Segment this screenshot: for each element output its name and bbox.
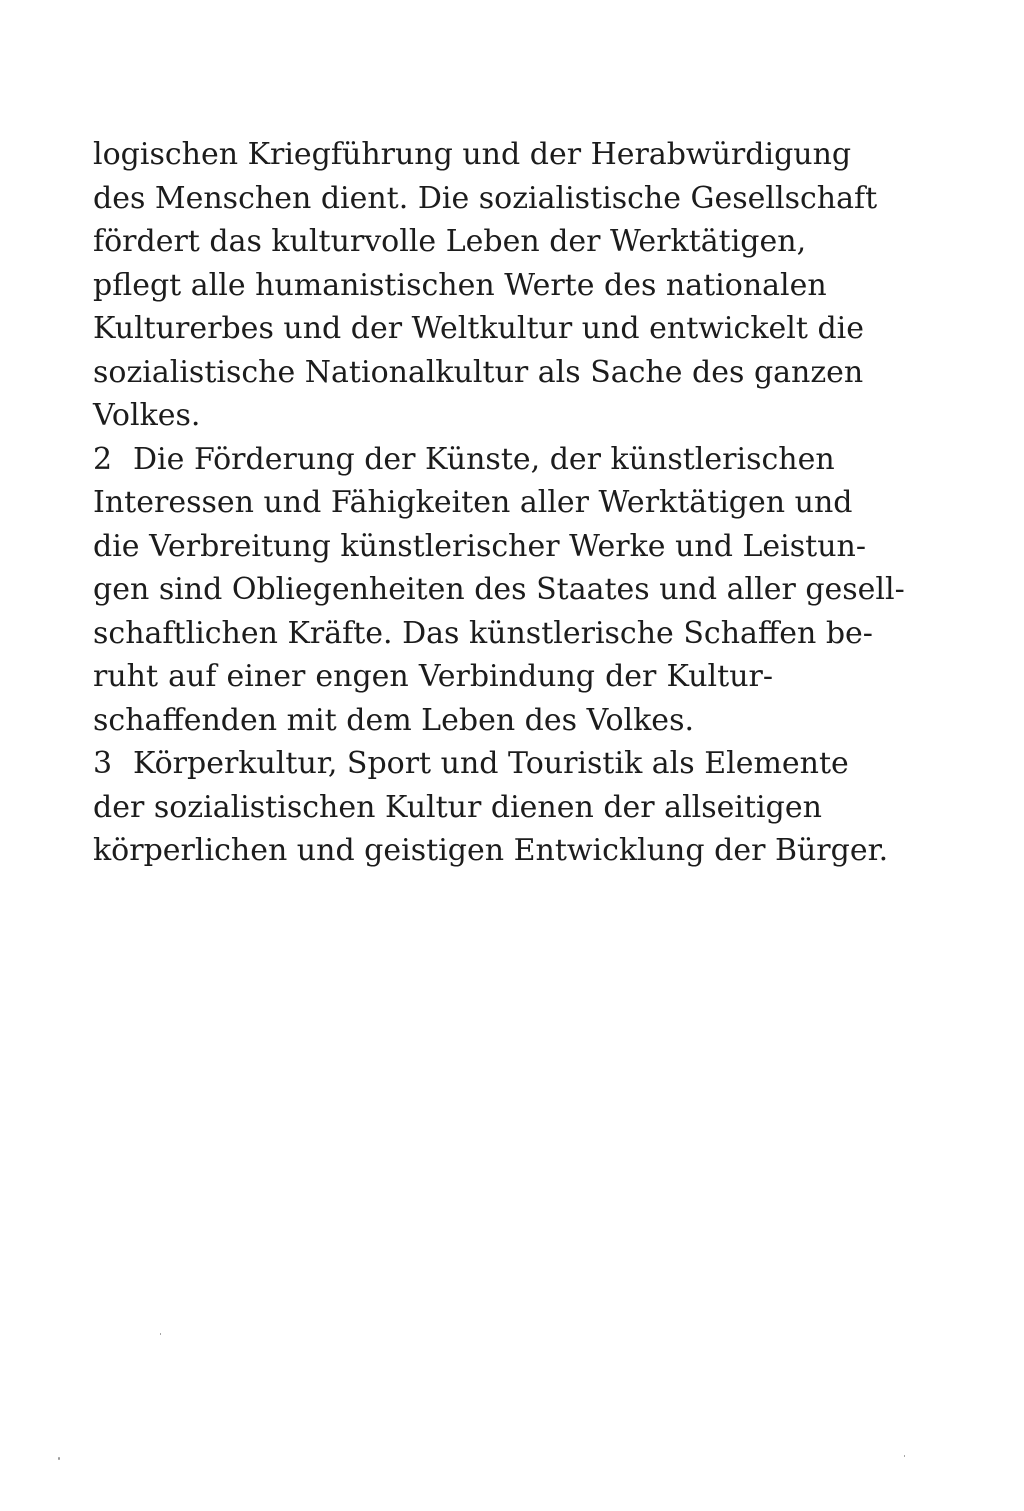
text-line: die Verbreitung künstlerischer Werke und Leistun-: [93, 528, 866, 564]
paragraph-number: 3: [93, 746, 113, 781]
text-line: schaftlichen Kräfte. Das künstlerische Schaffen be-: [93, 615, 873, 651]
text-line: ruht auf einer engen Verbindung der Kultur-: [93, 659, 773, 694]
paragraph-number: 2: [93, 441, 113, 477]
text-line-content: Die Förderung der Künste, der künstlerischen: [133, 441, 835, 477]
scan-speck: [160, 1333, 161, 1335]
text-line: Volkes.: [93, 398, 201, 433]
text-line: [93, 742, 849, 786]
text-line: pflegt alle humanistischen Werte des nationalen: [93, 267, 827, 303]
body-text: [93, 133, 905, 873]
text-line: [93, 438, 835, 482]
text-line: Interessen und Fähigkeiten aller Werktätigen und: [93, 485, 853, 520]
text-line: logischen Kriegführung und der Herabwürdigung: [93, 137, 852, 172]
text-line: der sozialistischen Kultur dienen der allseitigen: [93, 789, 822, 825]
scan-speck: [58, 1457, 60, 1460]
text-line-content: Körperkultur, Sport und Touristik als Elemente: [133, 746, 849, 781]
text-line: fördert das kulturvolle Leben der Werktätigen,: [93, 224, 807, 259]
text-line: schaffenden mit dem Leben des Volkes.: [93, 702, 694, 738]
text-line: Kulturerbes und der Weltkultur und entwickelt die: [93, 311, 864, 346]
text-line: sozialistische Nationalkultur als Sache des ganzen: [93, 354, 864, 390]
text-line: des Menschen dient. Die sozialistische Gesellschaft: [93, 180, 878, 216]
text-line: gen sind Obliegenheiten des Staates und aller gesell-: [93, 572, 905, 607]
text-line: körperlichen und geistigen Entwicklung der Bürger.: [93, 833, 889, 868]
scan-speck: [904, 1455, 905, 1457]
